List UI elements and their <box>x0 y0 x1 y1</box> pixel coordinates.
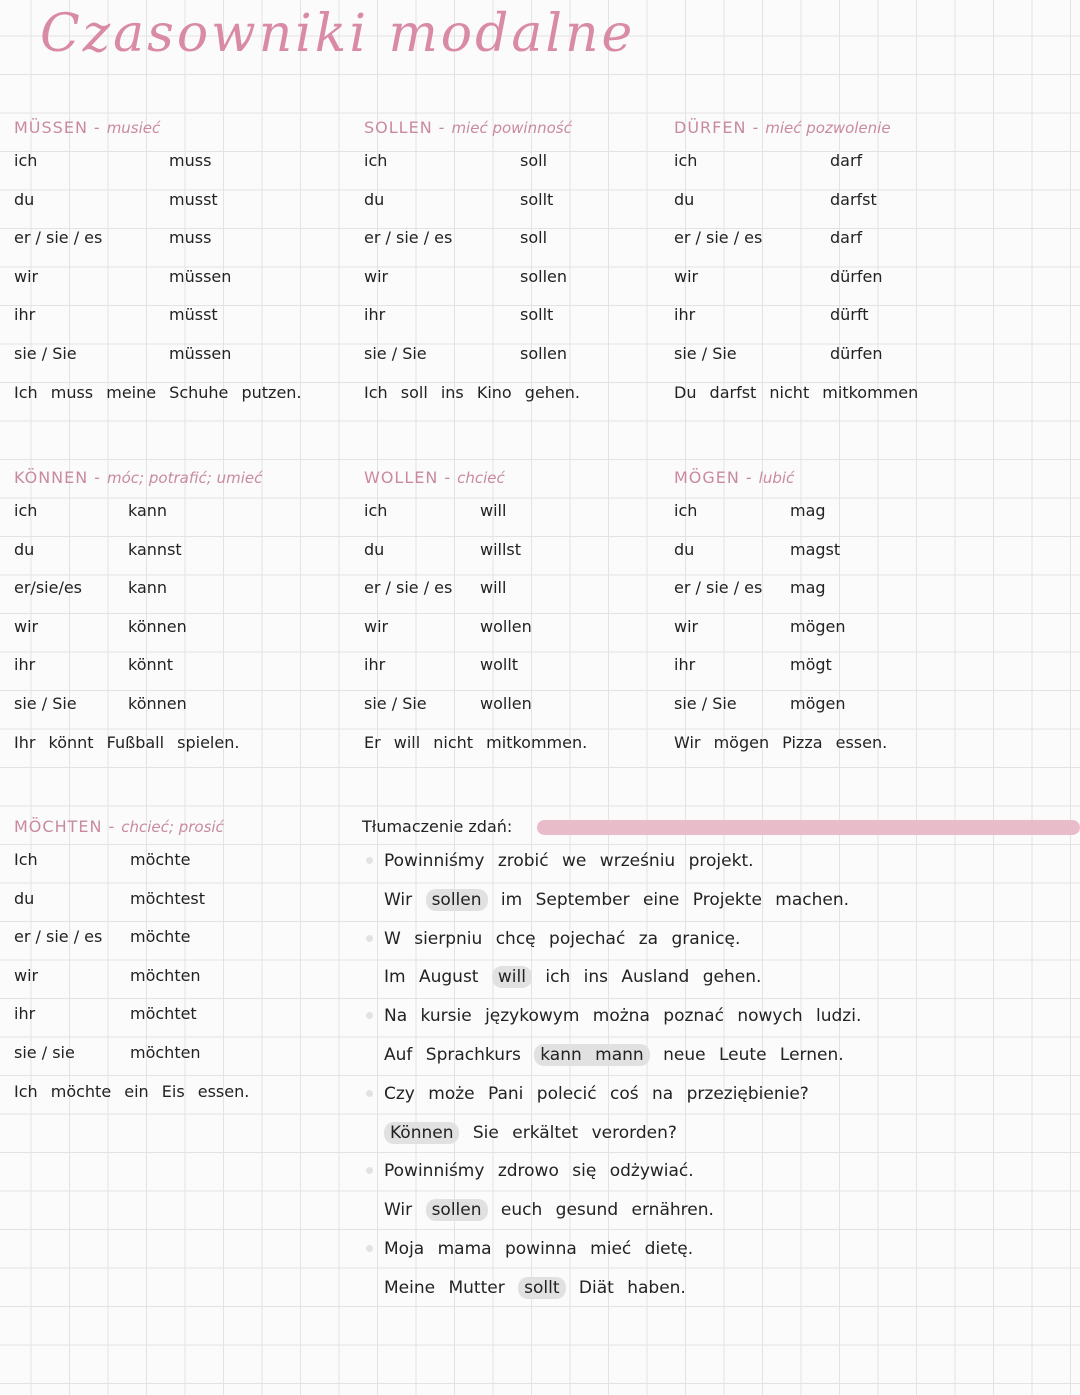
german-text-after: ich ins Ausland gehen. <box>545 967 762 988</box>
pronoun: er / sie / es <box>674 228 763 248</box>
pronoun: du <box>674 189 695 209</box>
verb-form: sollt <box>520 189 554 209</box>
verb-block-mogen <box>674 464 1074 762</box>
verb-form: möchtest <box>130 888 206 908</box>
highlighted-modal-verb: sollen <box>426 889 488 911</box>
bullet-dot <box>366 1012 373 1019</box>
verb-form: möchten <box>130 965 201 985</box>
bullet-dot <box>366 857 373 864</box>
pronoun: ich <box>14 501 38 520</box>
bullet-dot <box>366 1090 373 1097</box>
bullet-dot <box>366 1245 373 1252</box>
conjugation-row <box>674 142 1074 181</box>
page-title: Czasowniki modalne <box>40 4 636 64</box>
conjugation-row <box>14 646 344 685</box>
conjugation-row <box>364 492 694 531</box>
verb-name: SOLLEN <box>364 118 433 137</box>
conjugation-row <box>14 685 344 724</box>
pronoun: sie / Sie <box>674 693 737 713</box>
pronoun: ihr <box>364 305 386 325</box>
pronoun: du <box>364 539 385 559</box>
block-heading: WOLLEN - chcieć <box>364 468 505 487</box>
conjugation-row <box>364 531 694 570</box>
verb-name: MÜSSEN <box>14 118 88 137</box>
verb-form: wollen <box>480 616 532 636</box>
highlighted-modal-verb: sollt <box>518 1277 565 1299</box>
pronoun: er / sie / es <box>364 578 453 598</box>
verb-block-durfen <box>674 114 1074 412</box>
conjugation-row <box>674 181 1074 220</box>
pronoun: du <box>14 539 35 559</box>
highlighter-bar <box>537 820 1080 835</box>
verb-translation: musieć <box>106 119 161 137</box>
verb-form: soll <box>520 228 548 248</box>
conjugation-row <box>674 296 1074 335</box>
polish-sentence <box>362 1152 1080 1191</box>
conjugation-row <box>14 841 344 880</box>
pronoun: wir <box>14 965 39 985</box>
verb-form: mögen <box>790 693 846 713</box>
pronoun: Ich <box>14 850 38 869</box>
bullet-dot <box>366 935 373 942</box>
conjugation-row <box>14 531 344 570</box>
verb-form: sollen <box>520 343 567 363</box>
verb-form: darf <box>830 228 863 248</box>
pronoun: er / sie / es <box>14 927 103 947</box>
verb-translation: mieć powinność <box>451 119 572 137</box>
verb-form: magst <box>790 539 841 559</box>
verb-form: muss <box>169 228 212 248</box>
conjugation-row <box>14 335 344 374</box>
pronoun: sie / Sie <box>364 343 427 363</box>
conjugation-row <box>364 296 694 335</box>
polish-text: W sierpniu chcę pojechać za granicę. <box>384 928 741 949</box>
pronoun: ihr <box>674 305 696 325</box>
pronoun: du <box>14 189 35 209</box>
verb-translation: mieć pozwolenie <box>765 119 891 137</box>
pronoun: wir <box>674 266 699 286</box>
conjugation-row <box>14 296 344 335</box>
pronoun: sie / sie <box>14 1042 75 1062</box>
block-heading: DÜRFEN - mieć pozwolenie <box>674 118 891 137</box>
verb-form: möchte <box>130 850 191 869</box>
german-text-before: Auf Sprachkurs <box>384 1044 521 1065</box>
conjugation-row <box>14 142 344 181</box>
example-sentence: Er will nicht mitkommen. <box>364 732 588 752</box>
conjugation-row <box>14 219 344 258</box>
german-text-before: Meine Mutter <box>384 1277 505 1298</box>
example-sentence: Ich muss meine Schuhe putzen. <box>14 382 302 402</box>
bullet-dot <box>366 1167 373 1174</box>
block-heading: MÖCHTEN - chcieć; prosić <box>14 817 224 836</box>
pronoun: wir <box>364 266 389 286</box>
highlighted-modal-verb: will <box>492 966 532 988</box>
pronoun: wir <box>674 616 699 636</box>
verb-form: möchtet <box>130 1004 197 1024</box>
polish-text: Na kursie językowym można poznać nowych ludzi. <box>384 1006 862 1027</box>
verb-block-wollen <box>364 464 694 762</box>
translation-heading-row <box>362 812 1080 842</box>
verb-form: kannst <box>128 539 182 559</box>
verb-form: sollen <box>520 266 567 286</box>
conjugation-row <box>14 181 344 220</box>
verb-form: kann <box>128 501 168 520</box>
verb-form: will <box>480 501 507 520</box>
polish-text: Powinniśmy zdrowo się odżywiać. <box>384 1161 694 1182</box>
polish-text: Moja mama powinna mieć dietę. <box>384 1238 694 1259</box>
conjugation-row <box>364 181 694 220</box>
verb-form: wollen <box>480 693 532 713</box>
german-text-before: Im August <box>384 967 479 988</box>
verb-translation: chcieć <box>457 469 505 487</box>
verb-form: muss <box>169 151 212 170</box>
pronoun: sie / Sie <box>364 693 427 713</box>
verb-form: will <box>480 578 507 598</box>
german-text-after: Sie erkältet verorden? <box>472 1122 677 1143</box>
verb-form: wollt <box>480 655 519 675</box>
german-text-after: Diät haben. <box>578 1277 686 1298</box>
verb-name: MÖGEN <box>674 468 740 487</box>
verb-form: sollt <box>520 305 554 325</box>
pronoun: wir <box>14 266 39 286</box>
conjugation-row <box>14 957 344 996</box>
pronoun: ihr <box>14 1004 36 1024</box>
polish-sentence <box>362 1230 1080 1269</box>
pronoun: er / sie / es <box>674 578 763 598</box>
pronoun: sie / Sie <box>14 693 77 713</box>
block-heading: SOLLEN - mieć powinność <box>364 118 572 137</box>
pronoun: ich <box>674 501 698 520</box>
verb-form: dürfen <box>830 343 883 363</box>
german-text-before: Wir <box>384 889 413 910</box>
example-sentence: Du darfst nicht mitkommen <box>674 382 919 402</box>
verb-block-mochten <box>14 813 344 1111</box>
verb-form: mag <box>790 578 826 598</box>
pronoun: wir <box>364 616 389 636</box>
german-sentence <box>362 1036 1080 1075</box>
conjugation-row <box>364 646 694 685</box>
highlighted-modal-verb: Können <box>384 1122 459 1144</box>
pronoun: sie / Sie <box>674 343 737 363</box>
verb-name: WOLLEN <box>364 468 439 487</box>
verb-form: darfst <box>830 189 877 209</box>
pronoun: du <box>14 888 35 908</box>
translation-section <box>362 812 1080 1308</box>
polish-sentence <box>362 1075 1080 1114</box>
verb-form: dürfen <box>830 266 883 286</box>
german-sentence <box>362 1269 1080 1308</box>
verb-block-sollen <box>364 114 694 412</box>
german-text-after: neue Leute Lernen. <box>663 1044 844 1065</box>
conjugation-row <box>674 258 1074 297</box>
verb-form: möchten <box>130 1042 201 1062</box>
example-sentence: Ich möchte ein Eis essen. <box>14 1081 250 1101</box>
translation-heading: Tłumaczenie zdań: <box>362 817 513 836</box>
conjugation-row <box>364 608 694 647</box>
example-sentence: Ich soll ins Kino gehen. <box>364 382 581 402</box>
verb-form: können <box>128 693 187 713</box>
block-heading: MÖGEN - lubić <box>674 468 795 487</box>
verb-form: müsst <box>169 305 218 325</box>
verb-form: mag <box>790 501 826 520</box>
conjugation-row <box>14 569 344 608</box>
conjugation-row <box>674 569 1074 608</box>
polish-sentence <box>362 997 1080 1036</box>
polish-text: Powinniśmy zrobić we wrześniu projekt. <box>384 851 754 871</box>
verb-form: kann <box>128 578 168 598</box>
conjugation-row <box>364 685 694 724</box>
verb-form: könnt <box>128 655 174 675</box>
german-sentence <box>362 1191 1080 1230</box>
conjugation-row <box>364 258 694 297</box>
verb-name: DÜRFEN <box>674 118 747 137</box>
pronoun: ihr <box>14 655 36 675</box>
conjugation-row <box>674 219 1074 258</box>
verb-translation: móc; potrafić; umieć <box>107 469 263 487</box>
verb-form: dürft <box>830 305 869 325</box>
german-sentence <box>362 881 1080 920</box>
pronoun: ihr <box>14 305 36 325</box>
verb-form: willst <box>480 539 522 559</box>
verb-translation: lubić <box>758 469 795 487</box>
verb-form: müssen <box>169 343 232 363</box>
german-sentence <box>362 1114 1080 1153</box>
conjugation-row <box>364 335 694 374</box>
conjugation-row <box>674 646 1074 685</box>
polish-sentence <box>362 920 1080 959</box>
conjugation-row <box>14 918 344 957</box>
german-text-before: Wir <box>384 1200 413 1221</box>
verb-form: darf <box>830 151 863 170</box>
conjugation-row <box>364 569 694 608</box>
verb-name: MÖCHTEN <box>14 817 103 836</box>
conjugation-row <box>364 142 694 181</box>
verb-form: möchte <box>130 927 191 947</box>
pronoun: ihr <box>674 655 696 675</box>
verb-form: mögen <box>790 616 846 636</box>
pronoun: sie / Sie <box>14 343 77 363</box>
block-heading: KÖNNEN - móc; potrafić; umieć <box>14 468 263 487</box>
conjugation-row <box>14 880 344 919</box>
polish-sentence <box>362 842 1080 881</box>
conjugation-row <box>674 685 1074 724</box>
conjugation-row <box>364 219 694 258</box>
pronoun: wir <box>14 616 39 636</box>
conjugation-row <box>14 492 344 531</box>
conjugation-row <box>14 995 344 1034</box>
example-sentence: Wir mögen Pizza essen. <box>674 732 888 752</box>
pronoun: ich <box>364 151 388 170</box>
german-sentence <box>362 958 1080 997</box>
pronoun: du <box>674 539 695 559</box>
verb-form: müssen <box>169 266 232 286</box>
conjugation-row <box>674 492 1074 531</box>
verb-block-mussen <box>14 114 344 412</box>
example-sentence: Ihr könnt Fußball spielen. <box>14 732 240 752</box>
verb-block-konnen <box>14 464 344 762</box>
pronoun: er / sie / es <box>364 228 453 248</box>
pronoun: ich <box>14 151 38 170</box>
conjugation-row <box>674 335 1074 374</box>
german-text-after: im September eine Projekte machen. <box>500 889 850 910</box>
verb-form: können <box>128 616 187 636</box>
verb-form: mögt <box>790 655 832 675</box>
conjugation-row <box>14 1034 344 1073</box>
german-text-after: euch gesund ernähren. <box>500 1200 714 1221</box>
conjugation-row <box>14 258 344 297</box>
pronoun: ihr <box>364 655 386 675</box>
highlighted-modal-verb: kann mann <box>534 1044 649 1066</box>
pronoun: ich <box>674 151 698 170</box>
conjugation-row <box>674 531 1074 570</box>
verb-name: KÖNNEN <box>14 468 89 487</box>
highlighted-modal-verb: sollen <box>426 1199 488 1221</box>
polish-text: Czy może Pani polecić coś na przeziębienie? <box>384 1083 809 1104</box>
pronoun: du <box>364 189 385 209</box>
verb-form: musst <box>169 189 218 209</box>
pronoun: ich <box>364 501 388 520</box>
verb-translation: chcieć; prosić <box>121 818 224 836</box>
pronoun: er / sie / es <box>14 228 103 248</box>
verb-form: soll <box>520 151 548 170</box>
conjugation-row <box>14 608 344 647</box>
pronoun: er/sie/es <box>14 578 83 598</box>
block-heading: MÜSSEN - musieć <box>14 118 161 137</box>
conjugation-row <box>674 608 1074 647</box>
